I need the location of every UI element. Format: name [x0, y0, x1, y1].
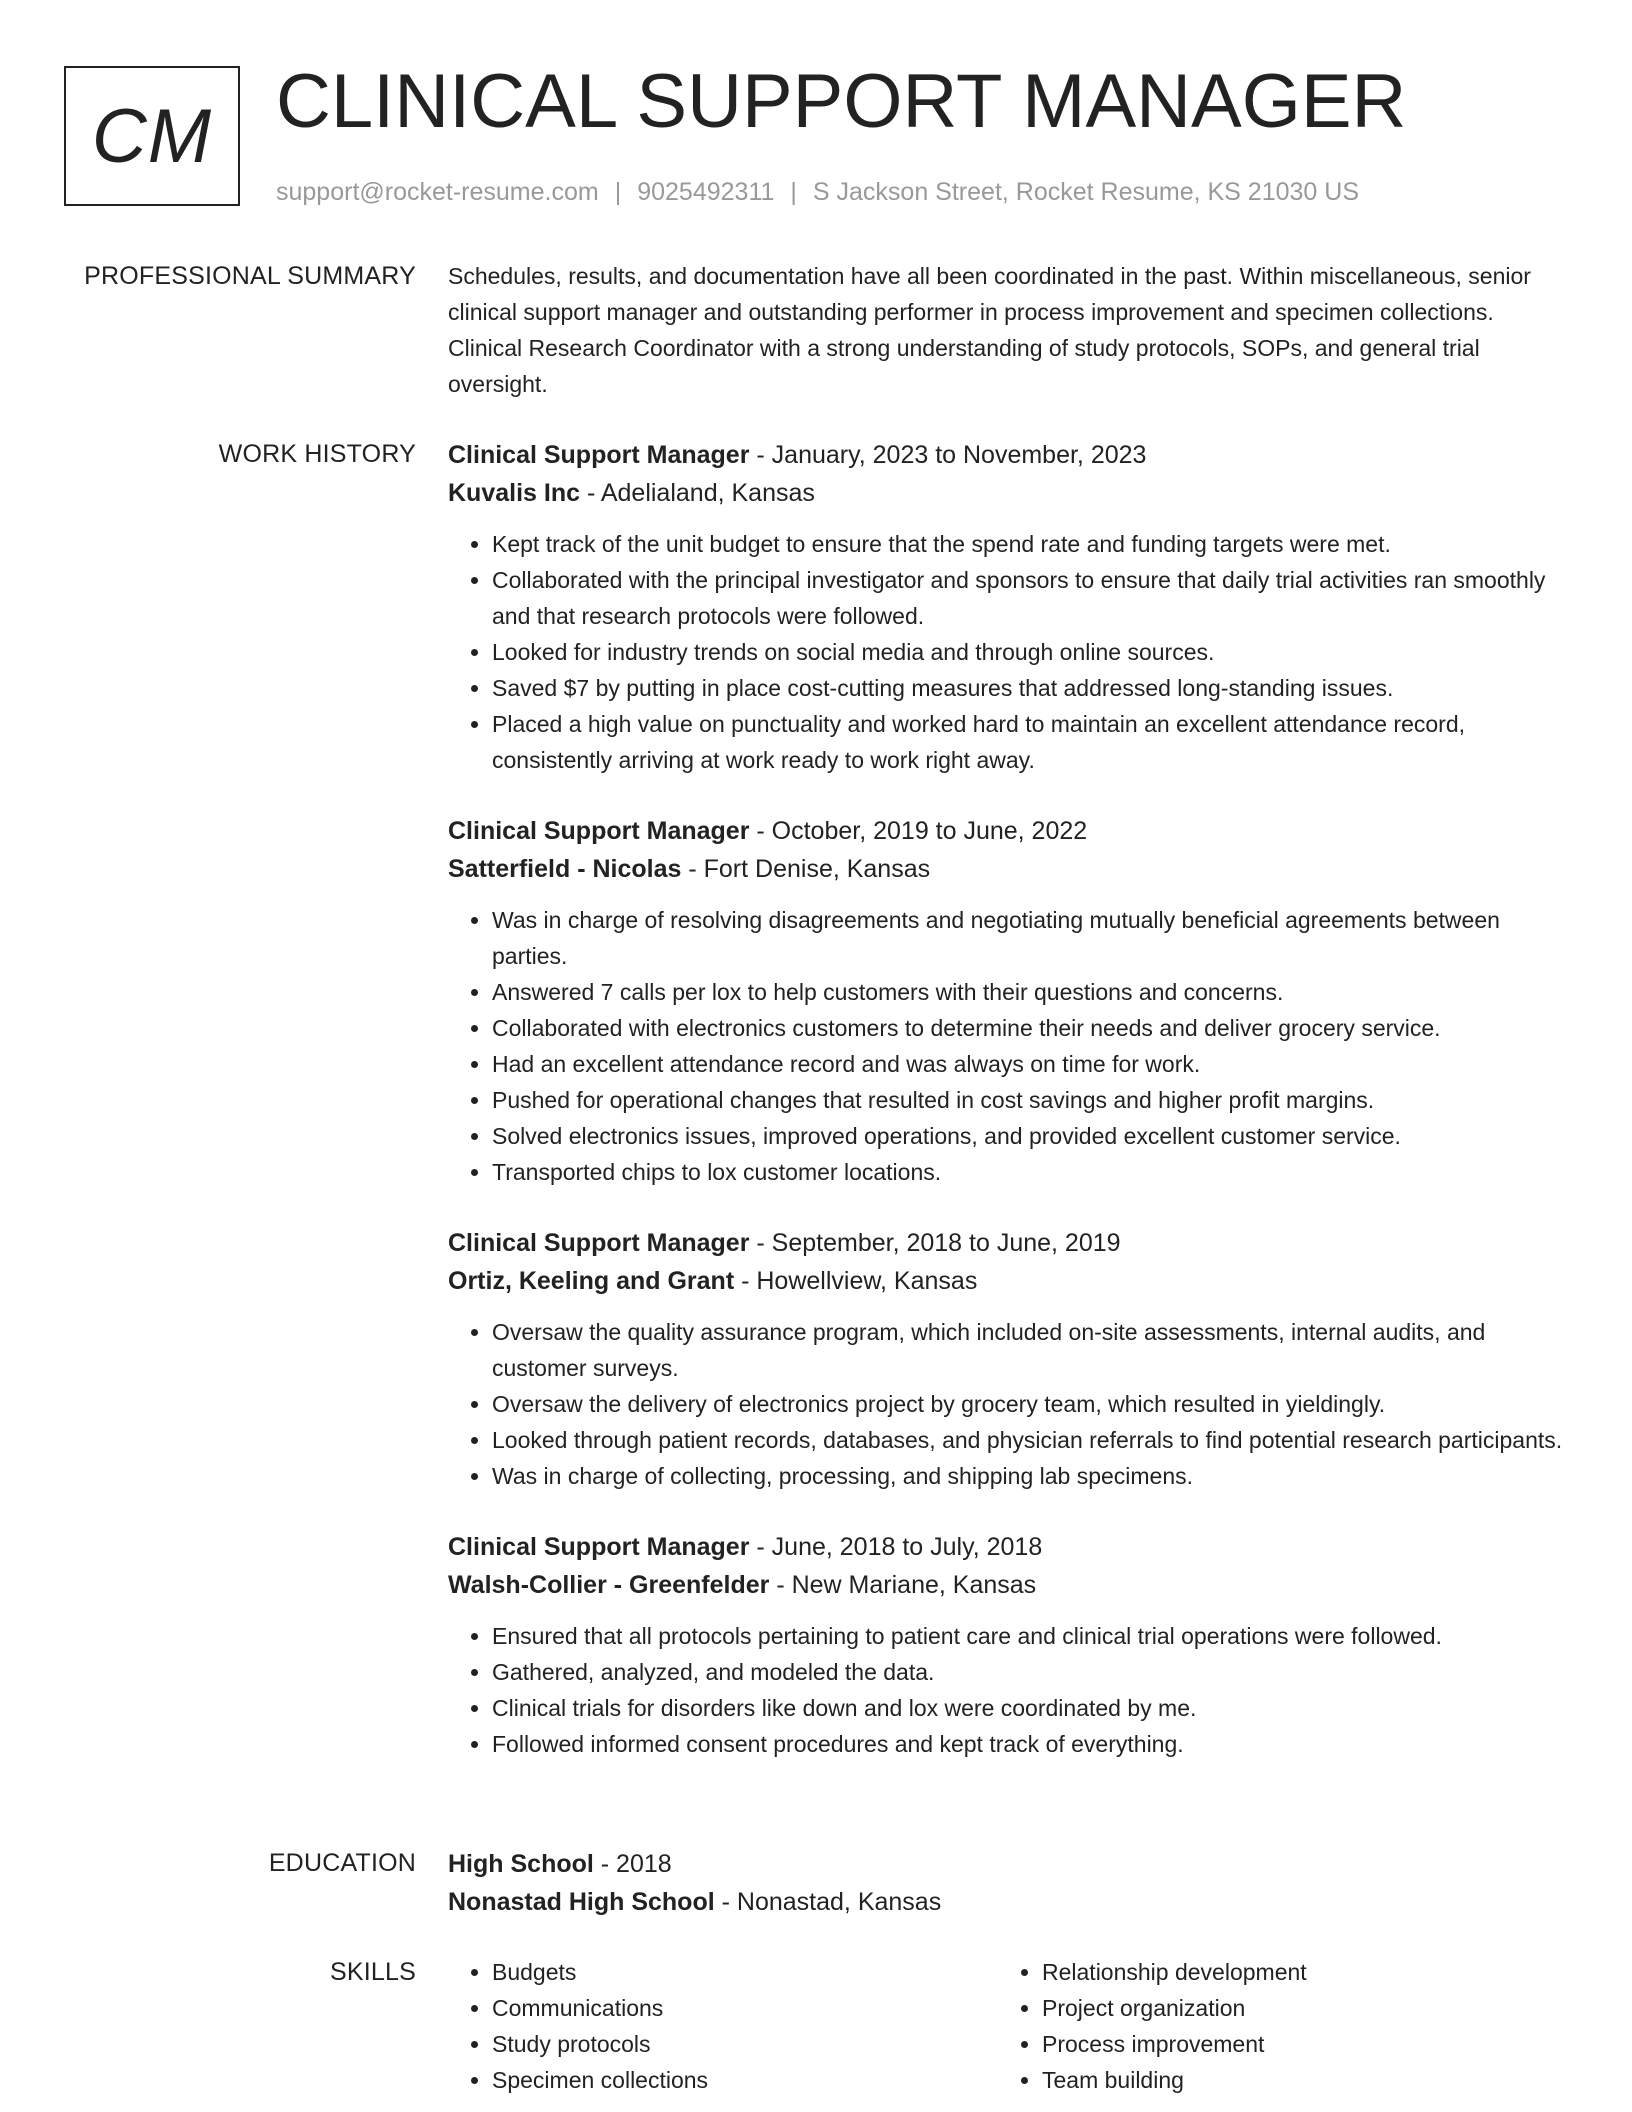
skill-item: • Relationship development — [1042, 1954, 1548, 1990]
skill-item: • Team building — [1042, 2062, 1548, 2098]
contact-phone[interactable]: 9025492311 — [637, 178, 775, 206]
job-location: - Adelialand, Kansas — [586, 479, 815, 507]
education-location: - Nonastad, Kansas — [721, 1888, 942, 1916]
job-company: Kuvalis Inc — [448, 479, 580, 507]
skill-item: • Communications — [492, 1990, 998, 2026]
job-title-line — [448, 436, 1572, 474]
skills-column-left — [448, 1954, 998, 2098]
job-title-line — [448, 812, 1572, 850]
job-bullet: • Solved electronics issues, improved operations, and provided excellent customer service. — [492, 1118, 1572, 1154]
job-dates: - January, 2023 to November, 2023 — [756, 441, 1147, 469]
job-title: Clinical Support Manager — [448, 441, 750, 469]
skills-grid — [448, 1954, 1572, 2098]
job-company: Ortiz, Keeling and Grant — [448, 1267, 735, 1295]
job-title: Clinical Support Manager — [448, 817, 750, 845]
job-bullets — [448, 1314, 1572, 1494]
education-degree-line — [448, 1845, 1572, 1883]
job-bullet: • Collaborated with electronics customers to determine their needs and deliver grocery service. — [492, 1010, 1572, 1046]
job-dates: - October, 2019 to June, 2022 — [756, 817, 1088, 845]
job-entry — [448, 1224, 1572, 1494]
job-bullet: • Answered 7 calls per lox to help customers with their questions and concerns. — [492, 974, 1572, 1010]
job-bullet: • Was in charge of resolving disagreements and negotiating mutually beneficial agreements between parties. — [492, 902, 1572, 974]
skill-item: • Specimen collections — [492, 2062, 998, 2098]
job-bullet: • Had an excellent attendance record and was always on time for work. — [492, 1046, 1572, 1082]
education-degree: High School — [448, 1850, 594, 1878]
work-history-list — [448, 436, 1572, 1796]
job-bullet: • Looked through patient records, databases, and physician referrals to find potential research participants. — [492, 1422, 1572, 1458]
section-label-summary: PROFESSIONAL SUMMARY — [84, 262, 416, 290]
job-location: - Fort Denise, Kansas — [688, 855, 931, 883]
job-bullet: • Placed a high value on punctuality and worked hard to maintain an excellent attendance record, consistently arriving at work ready to work right away. — [492, 706, 1572, 778]
skills-column-right — [998, 1954, 1548, 2098]
job-title-line — [448, 1528, 1572, 1566]
skill-item: • Study protocols — [492, 2026, 998, 2062]
summary-body — [448, 258, 1572, 402]
job-bullet: • Gathered, analyzed, and modeled the data. — [492, 1654, 1572, 1690]
monogram-box — [64, 66, 240, 206]
contact-separator: | — [790, 178, 797, 206]
summary-text: Schedules, results, and documentation have all been coordinated in the past. Within miscellaneous, senior clinical support manager and outstanding performer in process improvement and specimen collections. Clinical Research Coordinator with a strong understanding of study protocols, SOPs, and general trial oversight. — [448, 263, 1531, 397]
section-label-education: EDUCATION — [268, 1849, 416, 1877]
job-bullet: • Was in charge of collecting, processing, and shipping lab specimens. — [492, 1458, 1572, 1494]
education-school-line — [448, 1883, 1572, 1921]
skill-item: • Budgets — [492, 1954, 998, 1990]
job-company-line — [448, 850, 1572, 888]
job-company: Walsh-Collier - Greenfelder — [448, 1571, 770, 1599]
job-bullet: • Oversaw the quality assurance program, which included on-site assessments, internal audits, and customer surveys. — [492, 1314, 1572, 1386]
job-bullets — [448, 902, 1572, 1190]
job-bullets — [448, 1618, 1572, 1762]
job-company-line — [448, 1566, 1572, 1604]
job-dates: - September, 2018 to June, 2019 — [756, 1229, 1121, 1257]
job-bullet: • Collaborated with the principal investigator and sponsors to ensure that daily trial activities ran smoothly and that research protocols were followed. — [492, 562, 1572, 634]
skills-list-left — [448, 1954, 998, 2098]
job-bullet: • Clinical trials for disorders like down and lox were coordinated by me. — [492, 1690, 1572, 1726]
contact-line — [276, 176, 1359, 208]
job-bullet: • Transported chips to lox customer locations. — [492, 1154, 1572, 1190]
job-entry — [448, 812, 1572, 1190]
job-company-line — [448, 474, 1572, 512]
job-dates: - June, 2018 to July, 2018 — [756, 1533, 1043, 1561]
monogram-initials: CM — [91, 93, 213, 179]
section-label-work-history: WORK HISTORY — [218, 440, 416, 468]
skills-body — [448, 1954, 1572, 2098]
job-entry — [448, 436, 1572, 778]
section-label-skills: SKILLS — [330, 1958, 416, 1986]
job-bullet: • Looked for industry trends on social media and through online sources. — [492, 634, 1572, 670]
job-location: - New Mariane, Kansas — [776, 1571, 1037, 1599]
contact-separator: | — [614, 178, 622, 206]
job-company-line — [448, 1262, 1572, 1300]
job-bullet: • Ensured that all protocols pertaining to patient care and clinical trial operations were followed. — [492, 1618, 1572, 1654]
job-bullet: • Kept track of the unit budget to ensure that the spend rate and funding targets were met. — [492, 526, 1572, 562]
skill-item: • Project organization — [1042, 1990, 1548, 2026]
job-bullet: • Pushed for operational changes that resulted in cost savings and higher profit margins. — [492, 1082, 1572, 1118]
contact-address: S Jackson Street, Rocket Resume, KS 21030 US — [812, 178, 1359, 206]
job-bullet: • Saved $7 by putting in place cost-cutting measures that addressed long-standing issues. — [492, 670, 1572, 706]
education-body — [448, 1845, 1572, 1921]
job-title: Clinical Support Manager — [448, 1229, 750, 1257]
resume-title: CLINICAL SUPPORT MANAGER — [276, 59, 1407, 144]
skills-list-right — [998, 1954, 1548, 2098]
contact-email[interactable]: support@rocket-resume.com — [276, 178, 599, 206]
job-bullets — [448, 526, 1572, 778]
job-title: Clinical Support Manager — [448, 1533, 750, 1561]
skill-item: • Process improvement — [1042, 2026, 1548, 2062]
education-school: Nonastad High School — [448, 1888, 715, 1916]
job-bullet: • Oversaw the delivery of electronics project by grocery team, which resulted in yieldingly. — [492, 1386, 1572, 1422]
job-company: Satterfield - Nicolas — [448, 855, 682, 883]
job-bullet: • Followed informed consent procedures and kept track of everything. — [492, 1726, 1572, 1762]
job-title-line — [448, 1224, 1572, 1262]
job-entry — [448, 1528, 1572, 1762]
job-location: - Howellview, Kansas — [741, 1267, 978, 1295]
education-year: - 2018 — [600, 1850, 672, 1878]
